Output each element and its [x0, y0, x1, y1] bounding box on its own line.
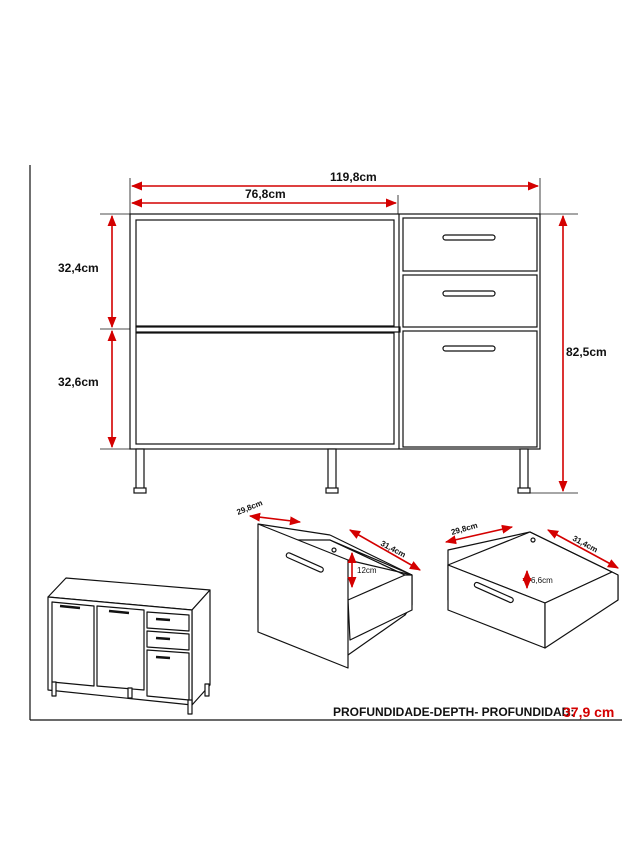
label-total-width: 119,8cm: [330, 170, 377, 184]
small-drawer-width-label: 29,8cm: [450, 520, 479, 537]
perspective-drawer-2: [147, 631, 189, 650]
drawer-3-handle: [443, 346, 495, 351]
perspective-drawer-1: [147, 612, 189, 631]
leg-right: [520, 449, 528, 491]
perspective-cabinet: [48, 578, 210, 714]
label-upper-height: 32,4cm: [58, 261, 99, 275]
drawer-2-handle: [443, 291, 495, 296]
perspective-door-left: [52, 602, 94, 686]
label-lower-height: 32,6cm: [58, 375, 99, 389]
depth-label: PROFUNDIDADE-DEPTH- PROFUNDIDAD:: [333, 705, 575, 719]
depth-value: 37,9 cm: [563, 704, 615, 720]
small-drawer-length-label: 31,4cm: [571, 533, 600, 555]
shelf-divider: [136, 327, 400, 332]
leg-middle: [328, 449, 336, 491]
perspective-leg-2: [128, 688, 132, 698]
door-lower: [136, 333, 394, 444]
front-view-cabinet: [130, 214, 540, 493]
perspective-leg-3: [188, 700, 192, 714]
small-drawer-height-label: 6,6cm: [531, 576, 553, 585]
drawer-1-front: [403, 218, 537, 271]
leg-left: [136, 449, 144, 491]
drawer-2-front: [403, 275, 537, 327]
drawer-1-handle: [443, 235, 495, 240]
perspective-leg-1: [52, 682, 56, 696]
perspective-leg-4: [205, 684, 209, 696]
label-door-width: 76,8cm: [245, 187, 286, 201]
large-drawer-length-label: 31,4cm: [379, 538, 408, 560]
label-total-height: 82,5cm: [566, 345, 607, 359]
large-drawer-height-label: 12cm: [357, 566, 377, 575]
large-drawer-width-label: 29,8cm: [235, 498, 264, 517]
perspective-door-right: [97, 606, 144, 690]
door-upper: [136, 220, 394, 326]
